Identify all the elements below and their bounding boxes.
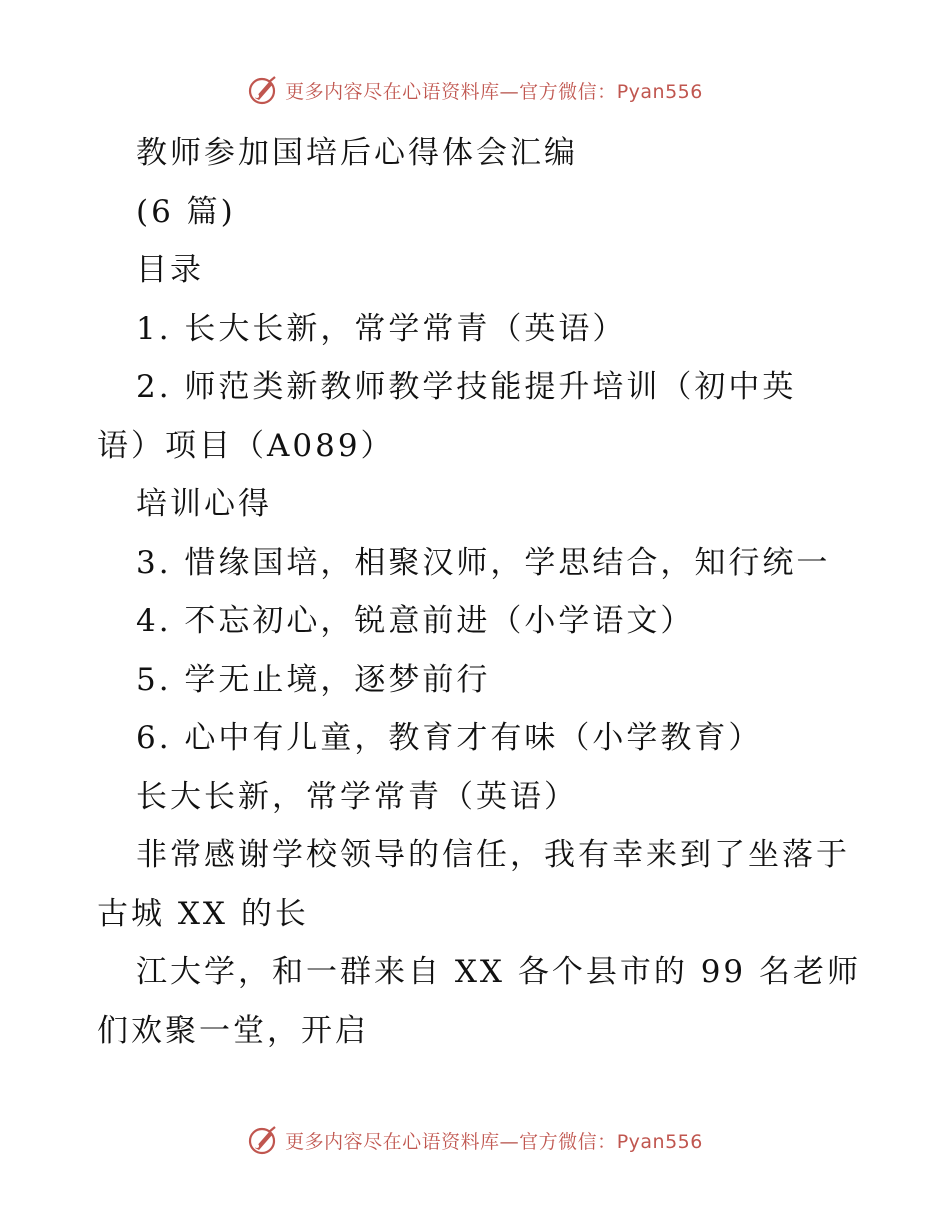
document-body <box>97 124 861 1060</box>
document-line: 6. 心中有儿童，教育才有味（小学教育） <box>136 720 763 756</box>
footer-banner <box>0 1120 950 1160</box>
pen-logo-icon <box>247 1124 279 1156</box>
banner-separator: — <box>499 80 520 103</box>
document-line: 目录 <box>136 252 204 288</box>
banner-text <box>285 1127 703 1154</box>
header-banner <box>0 70 950 110</box>
pen-logo-icon <box>247 74 279 106</box>
banner-main-text: 更多内容尽在心语资料库 <box>285 80 500 103</box>
wechat-label: 官方微信： <box>519 80 617 103</box>
document-line: 长大长新，常学常青（英语） <box>136 778 578 815</box>
document-line: 3. 惜缘国培，相聚汉师，学思结合，知行统一 <box>136 544 831 581</box>
document-line: 培训心得 <box>136 486 272 522</box>
document-line: 2. 师范类新教师教学技能提升培训（初中英 <box>136 369 797 405</box>
banner-separator: — <box>499 1130 520 1153</box>
document-line: 4. 不忘初心，锐意前进（小学语文） <box>136 603 695 639</box>
banner-content <box>247 74 703 106</box>
wechat-label: 官方微信： <box>519 1130 617 1153</box>
document-line: 们欢聚一堂，开启 <box>97 1012 369 1049</box>
document-line: (6 篇) <box>136 193 236 230</box>
banner-text <box>285 77 703 104</box>
banner-content <box>247 1124 703 1156</box>
document-line: 教师参加国培后心得体会汇编 <box>136 135 578 171</box>
document-line: 江大学，和一群来自 XX 各个县市的 99 名老师 <box>136 954 861 990</box>
document-line: 1. 长大长新，常学常青（英语） <box>136 310 627 347</box>
document-line: 非常感谢学校领导的信任，我有幸来到了坐落于 <box>136 837 850 873</box>
document-line: 古城 XX 的长 <box>97 895 309 932</box>
banner-main-text: 更多内容尽在心语资料库 <box>285 1130 500 1153</box>
wechat-id: Pyan556 <box>616 80 703 103</box>
wechat-id: Pyan556 <box>616 1130 703 1153</box>
document-line: 5. 学无止境，逐梦前行 <box>136 661 491 698</box>
document-line: 语）项目（A089） <box>97 427 395 464</box>
